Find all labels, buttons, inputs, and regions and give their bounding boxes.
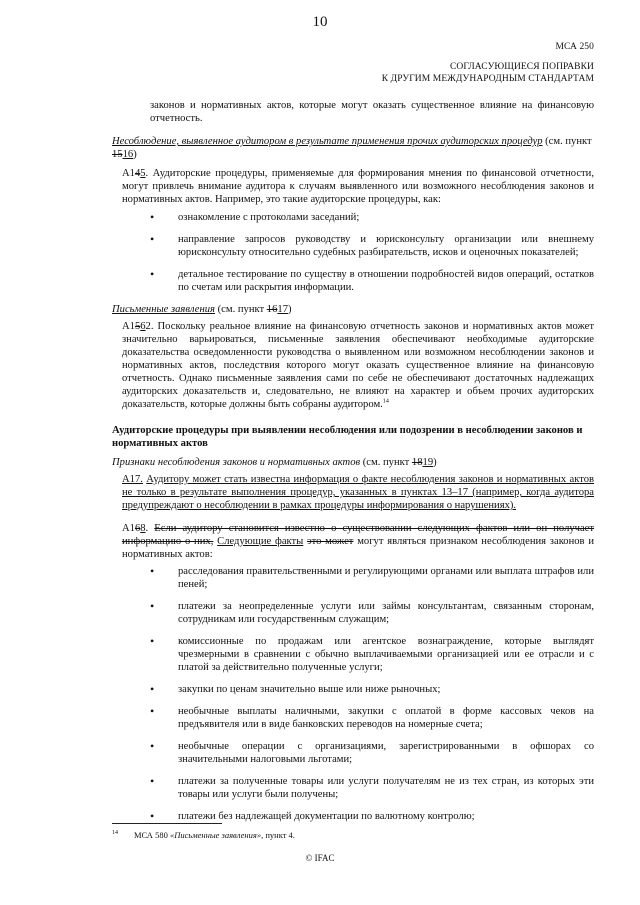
paragraph-a15: A145. Аудиторские процедуры, применяемые для формирования мнения по финансовой отчетности, могут привлечь внимание аудитора к случаям выявленного или возможного несоблюдения законов и нормативных актов. Например, это такие аудиторские процедуры, как: xyxy=(122,168,594,205)
section-heading: Аудиторские процедуры при выявлении несоблюдения или подозрении в несоблюдении законов и нормативных актов xyxy=(112,425,583,449)
list-item: • платежи за полученные товары или услуги получателям не из тех стран, из которых эти товары или услуги были получены; xyxy=(150,775,594,801)
deleted-text: Если аудитору становится известно о существовании следующих фактов или он получает информацию о них, xyxy=(122,523,595,547)
deleted-text: это может xyxy=(307,536,354,547)
subheading-title: Признаки несоблюдения законов и нормативных актов xyxy=(112,457,361,468)
inserted-text: Следующие факты xyxy=(217,536,304,547)
paragraph-a17: A17. Аудитору может стать известна информация о факте несоблюдения законов и нормативных актов не только в результате выполнения процедур, указанных в пунктах 13–17 (например, когда аудитора предупреждают о несоблюдении в рамках процедуры информирования о нарушениях). xyxy=(122,474,595,511)
footnote: 14 МСА 580 «Письменные заявления», пункт 4. xyxy=(112,830,295,840)
deleted-ref: 15 xyxy=(112,149,123,160)
list-item: • направление запросов руководству и юрисконсульту организации или внешнему юрисконсульту относительно судебных разбирательств, исков и оценочных показателей; xyxy=(150,233,594,259)
inserted-ref: 17 xyxy=(277,304,288,315)
paragraph-a18: A168. Если аудитору становится известно о существовании следующих фактов или он получает информацию о них, Следующие факты это может могут являться признаком несоблюдения законов и нормативных актов: xyxy=(122,523,595,560)
standard-code: МСА 250 xyxy=(555,42,594,52)
footer-copyright: © IFAC xyxy=(305,853,335,863)
list-item: • детальное тестирование по существу в отношении подробностей видов операций, остатков по счетам или раскрытия информации. xyxy=(150,268,594,294)
continued-paragraph: законов и нормативных актов, которые могут оказать существенное влияние на финансовую отчетность. xyxy=(150,100,594,124)
header-line-1: СОГЛАСУЮЩИЕСЯ ПОПРАВКИ xyxy=(449,62,594,72)
list-item: • расследования правительственными и регулирующими органами или выплата штрафов или пеней; xyxy=(150,565,594,591)
subheading-title: Письменные заявления xyxy=(112,304,215,315)
list-item: • платежи без надлежащей документации по валютному контролю; xyxy=(150,810,594,823)
header-line-2: К ДРУГИМ МЕЖДУНАРОДНЫМ СТАНДАРТАМ xyxy=(381,74,594,84)
list-item: • необычные операции с организациями, зарегистрированными в офшорах со значительными налоговыми льготами; xyxy=(150,740,594,766)
inserted-ref: 16 xyxy=(122,149,134,160)
list-item: • ознакомление с протоколами заседаний; xyxy=(150,211,594,224)
subheading-written-representations: Письменные заявления (см. пункт 1617) xyxy=(112,304,292,315)
subheading-title: Несоблюдение, выявленное аудитором в результате применения прочих аудиторских процедур xyxy=(112,136,543,147)
subheading-noncompliance: Несоблюдение, выявленное аудитором в результате применения прочих аудиторских процедур (см. пункт 1516) xyxy=(112,136,592,160)
footnote-ref[interactable]: 14 xyxy=(382,398,389,405)
list-item: • комиссионные по продажам или агентское вознаграждение, которые выглядят чрезмерными в сравнении с обычно выплачиваемыми организацией или ее отрасли и с платой за действительно полученные услуги; xyxy=(150,635,594,674)
footnote-mark: 14 xyxy=(112,830,118,836)
list-item: • необычные выплаты наличными, закупки с оплатой в форме кассовых чеков на предъявителя или в виде банковских переводов на номерные счета; xyxy=(150,705,594,731)
subheading-indicators: Признаки несоблюдения законов и нормативных актов (см. пункт 1819) xyxy=(112,457,437,468)
deleted-ref: 18 xyxy=(411,457,423,468)
page-number: 10 xyxy=(312,14,328,30)
bullet-list-a18 xyxy=(150,565,594,832)
paragraph-a16: A1562. Поскольку реальное влияние на финансовую отчетность законов и нормативных актов может значительно варьироваться, письменные заявления обеспечивают необходимые аудиторские доказательства осведомленности руководства о выявленном или возможном несоблюдении законов и нормативных актов, последствия которого могут оказать существенное влияние на финансовую отчетность. Однако письменные заявления сами по себе не обеспечивают достаточных надлежащих аудиторских доказательств и, следовательно, не влияют на характер и объем прочих аудиторских доказательств, которые должны быть собраны аудитором.$^{14}$ xyxy=(122,321,594,410)
list-item: • платежи за неопределенные услуги или займы консультантам, связанным сторонам, сотрудникам или государственным служащим; xyxy=(150,600,594,626)
list-item: • закупки по ценам значительно выше или ниже рыночных; xyxy=(150,683,594,696)
footnote-divider xyxy=(112,823,222,824)
inserted-ref: 19 xyxy=(422,457,434,468)
deleted-ref: 16 xyxy=(266,304,278,315)
bullet-list-a15 xyxy=(150,211,594,303)
